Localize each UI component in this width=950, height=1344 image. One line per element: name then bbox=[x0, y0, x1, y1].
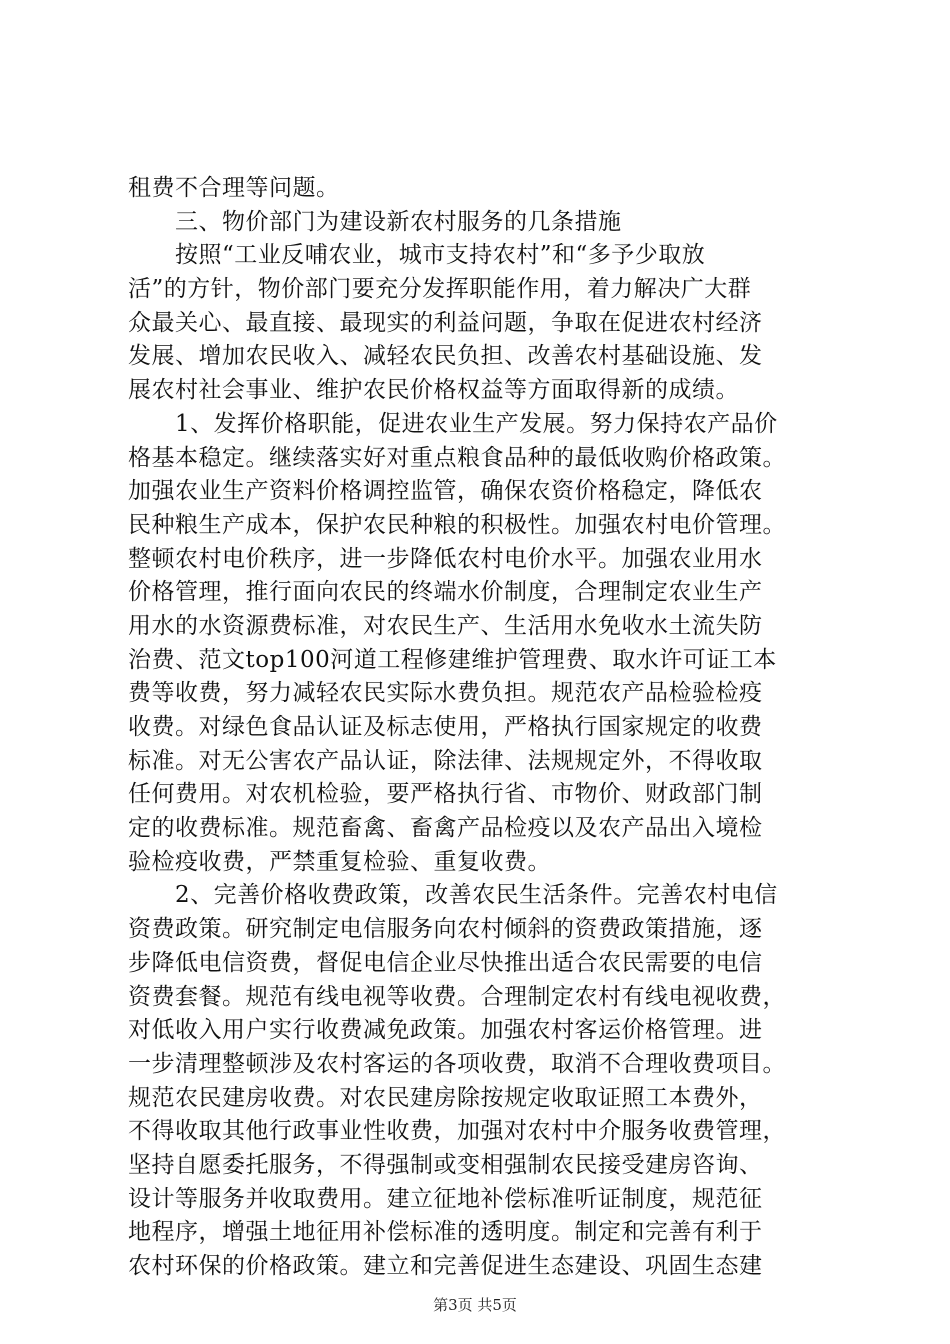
text-line: 1、发挥价格职能，促进农业生产发展。努力保持农产品价 bbox=[128, 410, 778, 437]
text-line: 标准。对无公害农产品认证，除法律、法规规定外，不得收取 bbox=[128, 747, 763, 774]
text-line: 资费政策。研究制定电信服务向农村倾斜的资费政策措施，逐 bbox=[128, 916, 763, 943]
text-line: 收费。对绿色食品认证及标志使用，严格执行国家规定的收费 bbox=[128, 714, 763, 740]
text-line: 资费套餐。规范有线电视等收费。合理制定农村有线电视收费， bbox=[128, 983, 786, 1010]
text-line: 对低收入用户实行收费减免政策。加强农村客运价格管理。进 bbox=[128, 1017, 763, 1044]
text-line: 2、完善价格收费政策，改善农民生活条件。完善农村电信 bbox=[128, 882, 778, 909]
text-line: 设计等服务并收取费用。建立征地补偿标准听证制度，规范征 bbox=[128, 1185, 763, 1212]
text-line: 格基本稳定。继续落实好对重点粮食品种的最低收购价格政策。 bbox=[128, 444, 786, 471]
text-line: 治费、范文top100河道工程修建维护管理费、取水许可证工本 bbox=[128, 646, 777, 673]
text-line: 步降低电信资费，督促电信企业尽快推出适合农民需要的电信 bbox=[128, 949, 763, 976]
text-line: 民种粮生产成本，保护农民种粮的积极性。加强农村电价管理。 bbox=[128, 511, 786, 538]
text-line: 用水的水资源费标准，对农民生产、生活用水免收水土流失防 bbox=[128, 612, 763, 639]
text-line: 不得收取其他行政事业性收费，加强对农村中介服务收费管理， bbox=[128, 1118, 786, 1145]
text-line: 加强农业生产资料价格调控监管，确保农资价格稳定，降低农 bbox=[128, 478, 763, 505]
document-body bbox=[128, 172, 828, 1284]
text-line: 众最关心、最直接、最现实的利益问题，争取在促进农村经济 bbox=[128, 309, 763, 336]
text-line: 价格管理，推行面向农民的终端水价制度，合理制定农业生产 bbox=[128, 579, 763, 606]
text-line: 发展、增加农民收入、减轻农民负担、改善农村基础设施、发 bbox=[128, 343, 763, 370]
text-line: 地程序，增强土地征用补偿标准的透明度。制定和完善有利于 bbox=[128, 1219, 763, 1246]
text-line: 展农村社会事业、维护农民价格权益等方面取得新的成绩。 bbox=[128, 377, 739, 404]
text-line: 坚持自愿委托服务，不得强制或变相强制农民接受建房咨询、 bbox=[128, 1151, 763, 1178]
text-line: 活”的方针，物价部门要充分发挥职能作用，着力解决广大群 bbox=[128, 276, 752, 303]
text-line: 三、物价部门为建设新农村服务的几条措施 bbox=[128, 208, 622, 235]
text-line: 规范农民建房收费。对农民建房除按规定收取证照工本费外， bbox=[128, 1084, 763, 1111]
page-footer: 第3页 共5页 bbox=[433, 1296, 517, 1314]
text-line: 验检疫收费，严禁重复检验、重复收费。 bbox=[128, 848, 551, 875]
text-line: 任何费用。对农机检验，要严格执行省、市物价、财政部门制 bbox=[128, 781, 763, 808]
text-line: 定的收费标准。规范畜禽、畜禽产品检疫以及农产品出入境检 bbox=[128, 815, 763, 842]
text-line: 按照“工业反哺农业，城市支持农村”和“多予少取放 bbox=[128, 242, 706, 269]
text-line: 整顿农村电价秩序，进一步降低农村电价水平。加强农业用水 bbox=[128, 545, 763, 572]
text-line: 农村环保的价格政策。建立和完善促进生态建设、巩固生态建 bbox=[128, 1253, 763, 1279]
text-line: 一步清理整顿涉及农村客运的各项收费，取消不合理收费项目。 bbox=[128, 1050, 786, 1077]
text-line: 费等收费，努力减轻农民实际水费负担。规范农产品检验检疫 bbox=[128, 680, 763, 707]
text-line: 租费不合理等问题。 bbox=[128, 175, 340, 201]
